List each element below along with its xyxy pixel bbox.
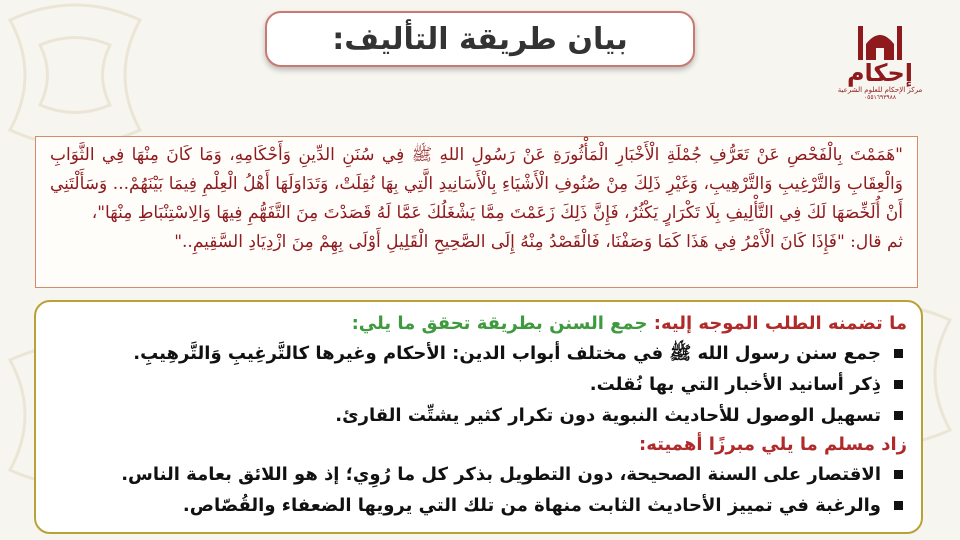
logo-name: إحكام (846, 59, 914, 87)
list-item (50, 338, 907, 369)
quote-continuation: ثم قال: "فَإِذَا كَانَ الْأَمْرُ فِي هَذَا كَمَا وَصَفْنَا، فَالْقَصْدُ مِنْهُ إِلَى الصَّحِيحِ الْقَلِيلِ أَوْلَى بِهِمْ مِنَ ازْدِيَادِ السَّقِيمِ.." (174, 232, 903, 252)
square-bullet-icon (894, 349, 903, 358)
list-item-text: جمع سنن رسول الله ﷺ في مختلف أبواب الدين: الأحكام وغيرها كالتَّرغِيبِ وَالتَّرهِيبِ. (133, 343, 881, 364)
section2-list (50, 459, 907, 521)
quote-text: "هَمَمْتَ بِالْفَحْصِ عَنْ تَعَرُّفِ جُمْلَةِ الْأَخْبَارِ الْمَأْثُورَةِ عَنْ رَسُولِ اللهِ ﷺ فِي سُنَنِ الدِّينِ وَأَحْكَامِهِ، وَمَا كَانَ مِنْهَا فِي الثَّوَابِ وَالْعِقَابِ وَالتَّرْغِيبِ وَالتَّرْهِيبِ، وَغَيْرِ ذَلِكَ مِنْ صُنُوفِ الْأَشْيَاءِ بِالْأَسَانِيدِ الَّتِي بِهَا نُقِلَتْ، وَتَدَاوَلَهَا أَهْلُ الْعِلْمِ فِيمَا بَيْنَهُمْ... وَسَأَلْتَنِي أَنْ أُلَخِّصَهَا لَكَ فِي التَّأْلِيفِ بِلَا تَكْرَارٍ يَكْثُرُ، فَإِنَّ ذَلِكَ زَعَمْتَ مِمَّا يَشْغَلُكَ عَمَّا لَهُ قَصَدْتَ مِنَ التَّفَهُّمِ فِيهَا وَالِاسْتِنْبَاطِ مِنْهَا"، (50, 145, 903, 223)
list-item-text: والرغبة في تمييز الأحاديث الثابت منهاة من تلك التي يرويها الضعفاء والقُصّاص. (182, 495, 881, 516)
logo (830, 22, 930, 102)
list-item-text: الاقتصار على السنة الصحيحة، دون التطويل بذكر كل ما رُوِي؛ إذ هو اللائق بعامة الناس. (121, 464, 881, 485)
section1-heading-detail: جمع السنن بطريقة تحقق ما يلي: (351, 313, 648, 334)
section1-heading-label: ما تضمنه الطلب الموجه إليه: (653, 313, 907, 334)
list-item (50, 459, 907, 490)
section1-list (50, 338, 907, 431)
mosque-icon (850, 22, 910, 64)
title-box (265, 11, 695, 67)
square-bullet-icon (894, 380, 903, 389)
content-box (34, 300, 923, 534)
list-item (50, 369, 907, 400)
list-item (50, 400, 907, 431)
list-item-text: ذِكر أسانيد الأخبار التي بها نُقلت. (589, 374, 881, 395)
quote-box (35, 136, 918, 288)
logo-phone: ٠٥٥١٦٩٣٩٨٨ (863, 94, 897, 101)
square-bullet-icon (894, 501, 903, 510)
list-item (50, 490, 907, 521)
list-item-text: تسهيل الوصول للأحاديث النبوية دون تكرار كثير يشتِّت القارئ. (335, 405, 881, 426)
square-bullet-icon (894, 470, 903, 479)
square-bullet-icon (894, 411, 903, 420)
logo-subtitle: مركز الإحكام للعلوم الشرعية (837, 86, 923, 94)
section2-heading (50, 431, 907, 459)
section2-heading-label: زاد مسلم ما يلي مبرزًا أهميته: (639, 434, 907, 455)
page-title: بيان طريقة التأليف: (332, 21, 628, 57)
section1-heading (50, 310, 907, 338)
arabesque-pattern-icon (0, 0, 150, 150)
